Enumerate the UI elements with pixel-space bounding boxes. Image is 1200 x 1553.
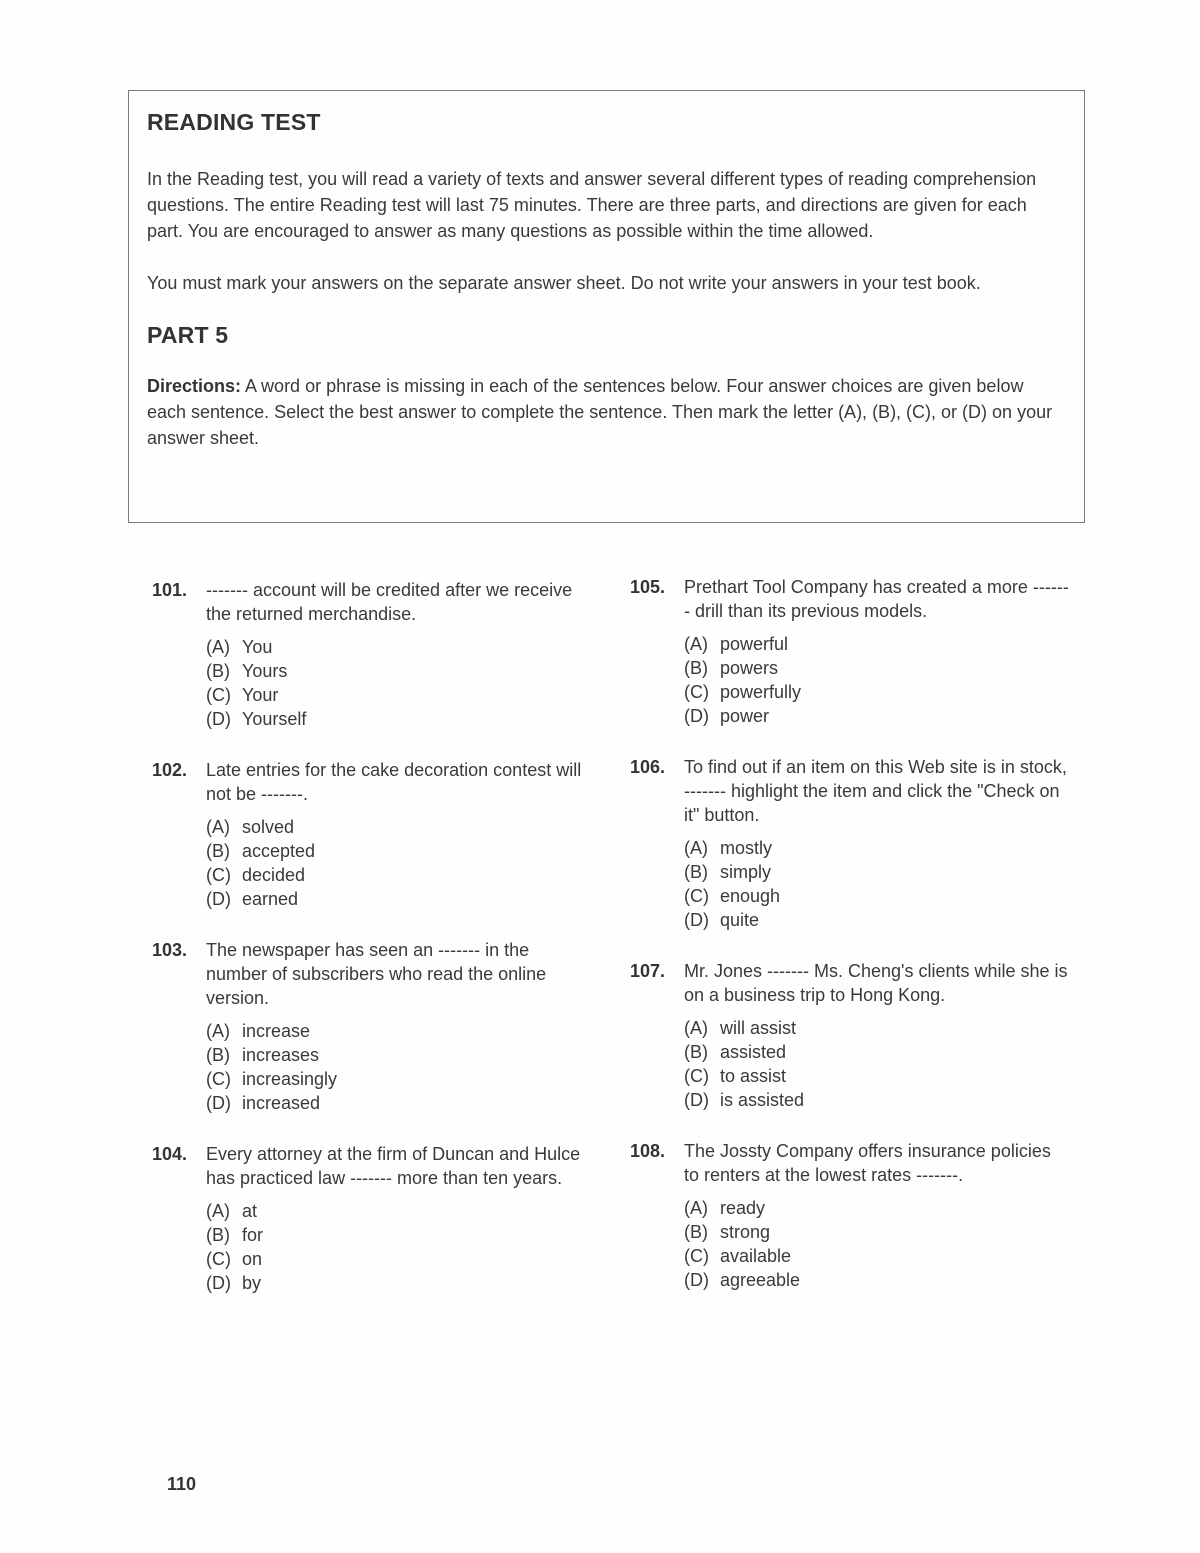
- answer-options: [684, 836, 1070, 932]
- option-a: [684, 836, 1070, 860]
- option-b: [206, 659, 592, 683]
- option-text: decided: [242, 865, 306, 885]
- answer-sheet-note: You must mark your answers on the separate answer sheet. Do not write your answers in your test book.: [147, 273, 981, 293]
- option-text: will assist: [720, 1018, 797, 1038]
- part-directions: [147, 373, 1064, 451]
- option-text: increases: [242, 1045, 320, 1065]
- option-a: [206, 1199, 592, 1223]
- option-text: available: [720, 1246, 792, 1266]
- option-letter: (D): [684, 1270, 709, 1290]
- question-text: To find out if an item on this Web site is in stock, ------- highlight the item and click the "Check on it" button.: [684, 757, 1067, 825]
- option-d: [206, 1271, 592, 1295]
- option-text: increased: [242, 1093, 321, 1113]
- option-c: [684, 1064, 1070, 1088]
- option-c: [206, 863, 592, 887]
- option-letter: (B): [206, 661, 230, 681]
- option-c: [684, 680, 1070, 704]
- option-text: to assist: [720, 1066, 787, 1086]
- option-text: simply: [720, 862, 772, 882]
- option-a: [684, 1016, 1070, 1040]
- option-a: [206, 635, 592, 659]
- question-101: [152, 578, 592, 731]
- option-d: [206, 887, 592, 911]
- question-text: Every attorney at the firm of Duncan and Hulce has practiced law ------- more than ten years.: [206, 1144, 581, 1188]
- question-number: 108.: [630, 1141, 666, 1161]
- question-102: [152, 758, 592, 911]
- option-letter: (A): [684, 838, 708, 858]
- question-text: ------- account will be credited after we receive the returned merchandise.: [206, 580, 573, 624]
- option-text: ready: [720, 1198, 766, 1218]
- question-105: [630, 575, 1070, 728]
- question-text: Mr. Jones ------- Ms. Cheng's clients while she is on a business trip to Hong Kong.: [684, 961, 1068, 1005]
- question-text: Late entries for the cake decoration contest will not be -------.: [206, 760, 582, 804]
- option-letter: (C): [206, 1249, 231, 1269]
- directions-label: Directions:: [147, 376, 242, 396]
- option-letter: (B): [684, 862, 708, 882]
- option-text: Yourself: [242, 709, 307, 729]
- answer-options: [206, 1199, 592, 1295]
- option-b: [684, 1220, 1070, 1244]
- option-letter: (D): [684, 1090, 709, 1110]
- option-c: [684, 1244, 1070, 1268]
- option-d: [684, 704, 1070, 728]
- option-letter: (A): [206, 817, 230, 837]
- answer-options: [206, 1019, 592, 1115]
- option-letter: (D): [684, 706, 709, 726]
- option-letter: (B): [684, 1042, 708, 1062]
- question-number: 101.: [152, 580, 188, 600]
- option-letter: (C): [206, 865, 231, 885]
- option-letter: (C): [684, 1246, 709, 1266]
- question-106: [630, 755, 1070, 932]
- option-letter: (D): [206, 709, 231, 729]
- instructions-box: [128, 90, 1085, 523]
- option-b: [684, 1040, 1070, 1064]
- option-letter: (C): [684, 682, 709, 702]
- option-letter: (A): [684, 634, 708, 654]
- option-text: enough: [720, 886, 781, 906]
- question-number: 105.: [630, 577, 666, 597]
- option-a: [684, 632, 1070, 656]
- option-text: on: [242, 1249, 263, 1269]
- option-b: [684, 656, 1070, 680]
- option-text: quite: [720, 910, 760, 930]
- question-number: 104.: [152, 1144, 188, 1164]
- option-text: solved: [242, 817, 295, 837]
- question-number: 102.: [152, 760, 188, 780]
- option-d: [206, 707, 592, 731]
- option-c: [684, 884, 1070, 908]
- option-text: increase: [242, 1021, 311, 1041]
- questions-left-column: [152, 578, 592, 1295]
- option-letter: (B): [684, 658, 708, 678]
- option-c: [206, 1247, 592, 1271]
- option-b: [206, 1223, 592, 1247]
- option-letter: (A): [206, 1021, 230, 1041]
- option-letter: (D): [206, 1273, 231, 1293]
- reading-test-title: READING TEST: [147, 109, 321, 135]
- option-c: [206, 1067, 592, 1091]
- option-text: You: [242, 637, 273, 657]
- option-text: powers: [720, 658, 779, 678]
- option-letter: (D): [684, 910, 709, 930]
- option-text: power: [720, 706, 770, 726]
- option-d: [684, 1268, 1070, 1292]
- answer-options: [206, 815, 592, 911]
- question-number: 103.: [152, 940, 188, 960]
- question-text: The newspaper has seen an ------- in the number of subscribers who read the online version.: [206, 940, 547, 1008]
- option-text: strong: [720, 1222, 771, 1242]
- part-title: PART 5: [147, 322, 229, 348]
- questions-right-column: [630, 575, 1070, 1292]
- option-text: powerfully: [720, 682, 802, 702]
- option-text: Yours: [242, 661, 288, 681]
- option-letter: (A): [684, 1018, 708, 1038]
- option-d: [684, 908, 1070, 932]
- question-number: 106.: [630, 757, 666, 777]
- option-c: [206, 683, 592, 707]
- option-a: [684, 1196, 1070, 1220]
- option-text: accepted: [242, 841, 316, 861]
- option-text: powerful: [720, 634, 789, 654]
- question-107: [630, 959, 1070, 1112]
- option-text: increasingly: [242, 1069, 338, 1089]
- option-d: [684, 1088, 1070, 1112]
- option-letter: (C): [684, 1066, 709, 1086]
- option-letter: (C): [206, 1069, 231, 1089]
- option-text: is assisted: [720, 1090, 805, 1110]
- option-letter: (C): [206, 685, 231, 705]
- directions-text: A word or phrase is missing in each of the sentences below. Four answer choices are given below each sentence. Select the best answer to complete the sentence. Then mark the letter (A), (B), (C), or (D) on your answer sheet.: [147, 376, 1053, 448]
- option-text: at: [242, 1201, 258, 1221]
- option-b: [206, 839, 592, 863]
- answer-options: [684, 1016, 1070, 1112]
- option-letter: (C): [684, 886, 709, 906]
- answer-options: [684, 1196, 1070, 1292]
- page-number: 110: [167, 1474, 197, 1494]
- option-letter: (D): [206, 1093, 231, 1113]
- option-a: [206, 1019, 592, 1043]
- option-letter: (D): [206, 889, 231, 909]
- option-d: [206, 1091, 592, 1115]
- option-text: assisted: [720, 1042, 787, 1062]
- option-letter: (A): [206, 1201, 230, 1221]
- option-a: [206, 815, 592, 839]
- option-text: agreeable: [720, 1270, 801, 1290]
- question-103: [152, 938, 592, 1115]
- option-text: for: [242, 1225, 264, 1245]
- option-text: by: [242, 1273, 262, 1293]
- answer-options: [684, 632, 1070, 728]
- answer-options: [206, 635, 592, 731]
- option-letter: (A): [684, 1198, 708, 1218]
- option-b: [684, 860, 1070, 884]
- option-letter: (B): [206, 1225, 230, 1245]
- option-text: earned: [242, 889, 299, 909]
- reading-test-intro: In the Reading test, you will read a variety of texts and answer several different types of reading comprehension questions. The entire Reading test will last 75 minutes. There are three parts, and directions are given for each part. You are encouraged to answer as many questions as possible within the time allowed.: [147, 169, 1037, 241]
- question-108: [630, 1139, 1070, 1292]
- option-b: [206, 1043, 592, 1067]
- question-text: The Jossty Company offers insurance policies to renters at the lowest rates -------.: [684, 1141, 1051, 1185]
- option-letter: (B): [206, 841, 230, 861]
- option-letter: (B): [206, 1045, 230, 1065]
- question-text: Prethart Tool Company has created a more ------- drill than its previous models.: [684, 577, 1069, 621]
- option-text: Your: [242, 685, 279, 705]
- option-letter: (B): [684, 1222, 708, 1242]
- question-number: 107.: [630, 961, 666, 981]
- option-letter: (A): [206, 637, 230, 657]
- option-text: mostly: [720, 838, 773, 858]
- question-104: [152, 1142, 592, 1295]
